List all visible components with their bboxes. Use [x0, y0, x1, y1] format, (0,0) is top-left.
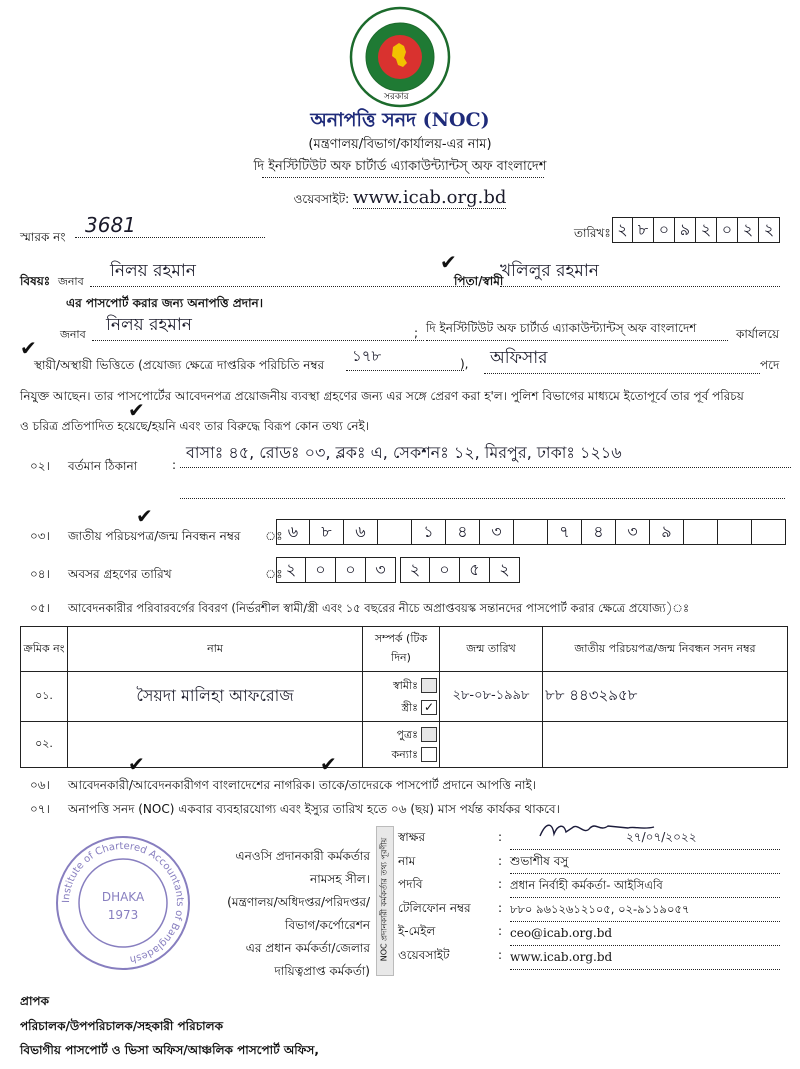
institute-underline [262, 177, 544, 178]
item-02-label: বর্তমান ঠিকানা [68, 459, 138, 473]
body-perm-text: স্থায়ী/অস্থায়ী ভিত্তিতে (প্রযোজ্য ক্ষেত্রে দাপ্তরিক পরিচিতি নম্বর [34, 358, 325, 372]
item-02-colon: : [172, 458, 177, 472]
website-label: ওয়েবসাইট: [293, 192, 350, 206]
signatory-line: এনওসি প্রদানকারী কর্মকর্তার [235, 849, 370, 863]
seal-ring-text-bottom: সরকার [384, 92, 409, 102]
nid-digit: ৩ [480, 519, 514, 545]
date-label: তারিখঃ [574, 226, 611, 240]
website-line [0, 187, 800, 211]
item-05-label: আবেদনকারীর পরিবারবর্গের বিবরণ (নির্ভরশীল স্বামী/স্ত্রী এবং ১৫ বছরের নীচে অপ্রাপ্তবয়স্ক সন্তানদের পাসপোর্ট করার ক্ষেত্রে প্রযোজ্য)ঃ [68, 601, 690, 615]
header-relation: সম্পর্ক (টিক দিন) [363, 627, 440, 672]
date-digit: ০ [717, 217, 738, 243]
nid-digit: ৩ [616, 519, 650, 545]
official-website: www.icab.org.bd [510, 946, 780, 970]
nid-digit [752, 519, 786, 545]
nid-digit: ১ [412, 519, 446, 545]
nid-digit: ৬ [276, 519, 310, 545]
nid-digit [378, 519, 412, 545]
subject-label: বিষয়ঃ [20, 274, 51, 288]
date-digit: ৯ [675, 217, 696, 243]
address-line-2 [180, 498, 785, 499]
stamp-year: 1973 [107, 908, 139, 922]
government-seal [348, 5, 452, 109]
row-relation [363, 722, 440, 768]
row-name: সৈয়দা মালিহা আফরোজ [68, 672, 363, 722]
field-label-phone: টেলিফোন নম্বর [398, 900, 471, 915]
relation-label: পুত্রঃ [396, 727, 418, 741]
row-name [68, 722, 363, 768]
field-label-signature: স্বাক্ষর [398, 830, 426, 844]
relation-option [365, 745, 437, 765]
header-dob: জন্ম তারিখ [440, 627, 543, 672]
signatory-field-labels [398, 826, 471, 967]
item-04-number: ০৪। [30, 567, 50, 581]
row-serial: ০২. [21, 722, 68, 768]
relation-option [365, 697, 437, 719]
recipient-line-1: পরিচালক/উপপরিচালক/সহকারী পরিচালক [20, 1019, 223, 1033]
retire-digit: ০ [336, 557, 366, 583]
table-row [21, 672, 788, 722]
nid-digit: ৪ [582, 519, 616, 545]
date-digit: ২ [759, 217, 780, 243]
item-05-number: ০৫। [30, 601, 50, 615]
page-title: অনাপত্তি সনদ (NOC) [310, 109, 490, 131]
subject-mr-label: জনাব [58, 275, 84, 288]
table-header-row [21, 627, 788, 672]
memo-label: স্মারক নং [20, 230, 66, 244]
relation-label: কন্যাঃ [391, 747, 418, 761]
retirement-date-boxes [276, 557, 520, 583]
header-nid: জাতীয় পরিচয়পত্র/জন্ম নিবন্ধন সনদ নম্বর [543, 627, 788, 672]
body-applicant-name: নিলয় রহমান [92, 312, 424, 341]
body-office-suffix: কার্যালয়ে [736, 327, 780, 341]
body-paragraph-2: ও চরিত্র প্রতিপাদিত হয়েছে/হয়নি এবং তার বিরুদ্ধে বিরূপ কোন তথ্য নেই। [20, 419, 370, 433]
checkmark-icon: ✔ [136, 504, 153, 528]
signatory-colons [498, 826, 502, 967]
retire-digit: ২ [400, 557, 430, 583]
body-id-number: ১৭৮ [346, 345, 464, 371]
row-nid: ৮৮ ৪৪৩২৯৫৮ [543, 672, 788, 722]
recipient-heading: প্রাপক [20, 994, 49, 1008]
relation-option [365, 725, 437, 745]
relation-checkbox[interactable] [421, 747, 437, 762]
header-name: নাম [68, 627, 363, 672]
page-subtitle: (মন্ত্রণালয়/বিভাগ/কার্যালয়-এর নাম) [308, 137, 492, 152]
relation-label: স্ত্রীঃ [401, 700, 418, 714]
body-semicolon: ; [414, 326, 419, 340]
field-label-website: ওয়েবসাইট [398, 947, 450, 962]
note-06-text: আবেদনকারী/আবেদনকারীগণ বাংলাদেশের নাগরিক। তাকে/তাদেরকে পাসপোর্ট প্রদানে আপত্তি নাই। [68, 778, 537, 792]
body-mr-label: জনাব [60, 328, 86, 341]
nid-digit: ৯ [650, 519, 684, 545]
family-table [20, 626, 788, 768]
relation-checkbox[interactable] [421, 727, 437, 742]
checkmark-icon: ✔ [20, 336, 37, 360]
nid-digit [718, 519, 752, 545]
date-digit: ২ [738, 217, 759, 243]
row-serial: ০১. [21, 672, 68, 722]
relation-checkbox-checked[interactable]: ✓ [421, 700, 437, 715]
institute-stamp [54, 834, 192, 972]
date-digit: ২ [612, 217, 633, 243]
note-06-number: ০৬। [30, 778, 50, 792]
relation-label: স্বামীঃ [392, 678, 418, 692]
institute-name: দি ইনস্টিটিউট অফ চার্টার্ড এ্যাকাউন্ট্যান্টস্ অফ বাংলাদেশ [253, 159, 547, 174]
signatory-line: (মন্ত্রণালয়/অধিদপ্তর/পরিদপ্তর/ [227, 895, 370, 909]
row-relation [363, 672, 440, 722]
body-post-suffix: পদে [760, 358, 780, 372]
signatory-line: এর প্রধান কর্মকর্তা/জেলার [245, 941, 370, 955]
official-phone: ৮৮০ ৯৬১২৬১২১০৫, ০২-৯১১৯০৫৭ [510, 898, 780, 922]
checkmark-icon: ✔ [440, 250, 457, 274]
signatory-instructions [200, 845, 370, 983]
recipient-line-2: বিভাগীয় পাসপোর্ট ও ভিসা অফিস/আঞ্চলিক পাসপোর্ট অফিস, [20, 1043, 319, 1057]
signatory-line: নামসহ সীল। [310, 872, 370, 886]
note-07-text: অনাপত্তি সনদ (NOC) একবার ব্যবহারযোগ্য এবং ইস্যুর তারিখ হতে ০৬ (ছয়) মাস পর্যন্ত কার্যকর থাকবে। [68, 802, 560, 816]
vertical-label-box [376, 826, 394, 976]
signature-date: ২৭/০৭/২০২২ [510, 826, 780, 850]
retire-digit: ৩ [366, 557, 396, 583]
item-04-label: অবসর গ্রহণের তারিখ [68, 567, 172, 581]
colon: : [498, 924, 503, 938]
header-serial: ক্রমিক নং [21, 627, 68, 672]
row-dob [440, 722, 543, 768]
body-office-name: দি ইনস্টিটিউট অফ চার্টার্ড এ্যাকাউন্ট্যান্টস্ অফ বাংলাদেশ [426, 320, 728, 341]
retire-digit: ৫ [460, 557, 490, 583]
subject-applicant-name: নিলয় রহমান [90, 258, 470, 287]
checkmark-icon: ✔ [128, 752, 145, 776]
memo-number: 3681 [75, 213, 265, 238]
retire-digit: ২ [490, 557, 520, 583]
checkmark-icon: ✔ [320, 752, 337, 776]
subject-father-name: খলিলুর রহমান [500, 258, 780, 287]
website-value: www.icab.org.bd [353, 187, 507, 208]
item-03-label: জাতীয় পরিচয়পত্র/জন্ম নিবন্ধন নম্বর [68, 529, 241, 543]
retire-digit: ০ [306, 557, 336, 583]
date-boxes [612, 217, 780, 243]
colon: : [498, 830, 503, 844]
body-post: অফিসার [484, 345, 760, 374]
nid-digit: ৮ [310, 519, 344, 545]
checkmark-icon: ✔ [128, 398, 145, 422]
date-digit: ৮ [633, 217, 654, 243]
colon: : [498, 900, 503, 915]
date-digit: ০ [654, 217, 675, 243]
nid-boxes [276, 519, 786, 545]
row-dob: ২৮-০৮-১৯৯৮ [440, 672, 543, 722]
nid-digit: ৬ [344, 519, 378, 545]
official-name: শুভাশীষ বসু [510, 850, 780, 874]
date-digit: ২ [696, 217, 717, 243]
row-nid [543, 722, 788, 768]
nid-digit: ৭ [548, 519, 582, 545]
vertical-label: NOC প্রদানকারী কর্মকর্তার তথ্য পূরণীয় [379, 837, 389, 962]
colon: : [498, 877, 503, 891]
signatory-field-values [510, 826, 780, 970]
relation-option [365, 675, 437, 697]
subject-line2: এর পাসপোর্ট করার জন্য অনাপত্তি প্রদান। [66, 296, 264, 310]
colon: : [498, 853, 503, 868]
signatory-line: বিভাগ/কর্পোরেশন [285, 918, 370, 932]
stamp-ring-text: Institute of Chartered Accountants of Bangladesh [60, 840, 186, 965]
item-02-number: ০২। [30, 459, 50, 473]
relation-checkbox[interactable] [421, 678, 437, 693]
nid-digit: ৪ [446, 519, 480, 545]
nid-digit [684, 519, 718, 545]
field-label-name: নাম [398, 853, 416, 868]
body-id-close: ), [460, 357, 469, 371]
item-03-colon: ঃ [265, 529, 283, 543]
retire-digit: ০ [430, 557, 460, 583]
field-label-designation: পদবি [398, 877, 423, 891]
item-04-colon: ঃ [265, 567, 283, 581]
item-03-number: ০৩। [30, 529, 50, 543]
field-label-email: ই-মেইল [398, 924, 436, 938]
subject-father-label: পিতা/স্বামী [454, 274, 504, 288]
stamp-city: DHAKA [101, 890, 145, 904]
address-value: বাসাঃ ৪৫, রোডঃ ০৩, ব্লকঃ এ, সেকশনঃ ১২, মিরপুর, ঢাকাঃ ১২১৬ [180, 440, 791, 468]
retire-digit: ২ [276, 557, 306, 583]
note-07-number: ০৭। [30, 802, 50, 816]
body-paragraph-1: নিযুক্ত আছেন। তার পাসপোর্টের আবেদনপত্র প্রয়োজনীয় ব্যবস্থা গ্রহণের জন্য এর সঙ্গে প্রেরণ করা হ'ল। পুলিশ বিভাগের মাধ্যমে ইতোপূর্বে তার পূর্ব পরিচয় [20, 389, 744, 403]
signatory-line: দায়িত্বপ্রাপ্ত কর্মকর্তা) [274, 964, 370, 978]
official-designation: প্রধান নির্বাহী কর্মকর্তা- আইসিএবি [510, 874, 780, 898]
nid-digit [514, 519, 548, 545]
colon: : [498, 947, 503, 962]
official-email: ceo@icab.org.bd [510, 922, 780, 946]
